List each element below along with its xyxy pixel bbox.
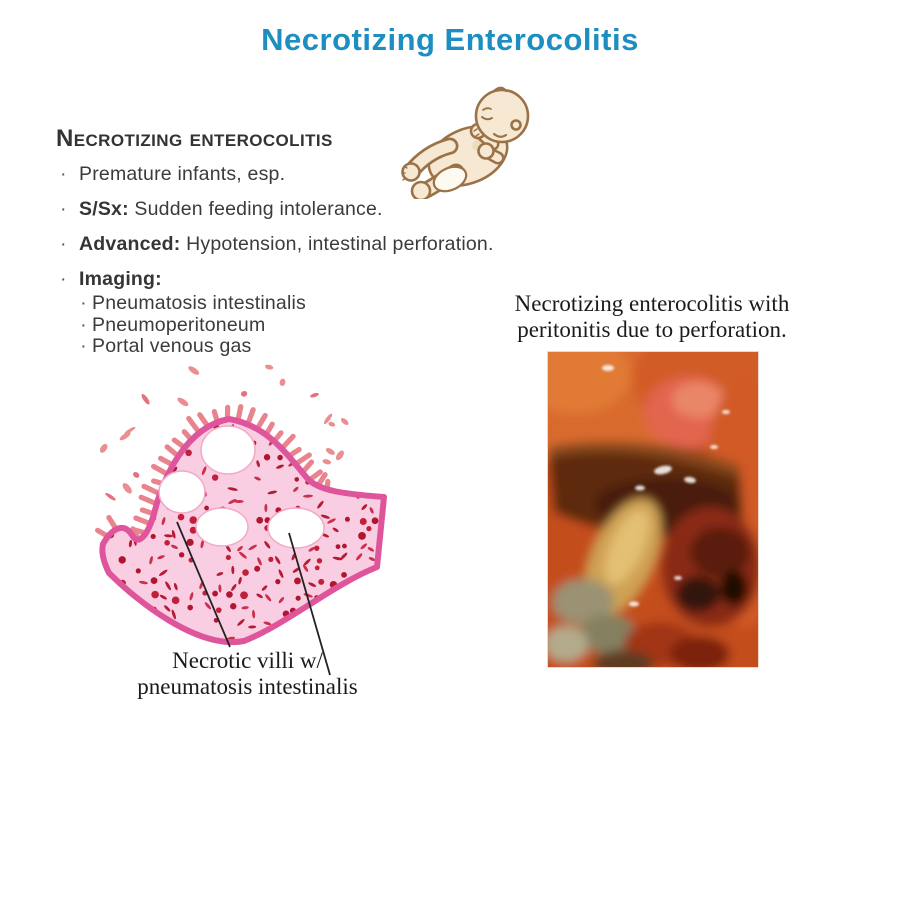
bullet-marker: · <box>80 292 87 314</box>
bullet-marker: · <box>60 198 67 220</box>
pathology-photo <box>548 352 758 667</box>
sublist-item-text: Pneumatosis intestinalis <box>92 292 306 314</box>
diagram-caption <box>105 648 390 700</box>
sublist-item-text: Portal venous gas <box>92 335 252 357</box>
bullet-marker: · <box>80 335 87 357</box>
bullet-text: Advanced: Hypotension, intestinal perforation. <box>79 233 494 255</box>
bullet-marker: · <box>80 313 87 336</box>
topic-heading: Necrotizing enterocolitis <box>56 125 333 152</box>
bullet-text: Imaging: <box>79 268 162 290</box>
photo-caption <box>482 291 822 343</box>
bullet-marker: · <box>60 233 67 255</box>
bullet-item <box>56 198 536 221</box>
bullet-marker: · <box>60 163 67 185</box>
bullet-text: S/Sx: Sudden feeding intolerance. <box>79 198 383 220</box>
sublist-item <box>75 293 536 315</box>
intestine-diagram <box>85 355 400 695</box>
photo-caption-line2: peritonitis due to perforation. <box>517 317 787 342</box>
diagram-caption-line2: pneumatosis intestinalis <box>137 674 358 699</box>
bullet-item <box>56 233 536 256</box>
photo-caption-line1: Necrotizing enterocolitis with <box>514 291 790 316</box>
page-title: Necrotizing Enterocolitis <box>261 22 639 57</box>
notes-panel <box>56 124 536 358</box>
bullet-item <box>56 268 536 291</box>
sublist-item-text: Pneumoperitoneum <box>92 313 266 336</box>
bullet-text: Premature infants, esp. <box>79 163 286 185</box>
imaging-sublist <box>75 293 536 358</box>
bullet-item <box>56 163 536 186</box>
diagram-caption-line1: Necrotic villi w/ <box>172 648 323 673</box>
bullet-marker: · <box>60 268 67 290</box>
sublist-item <box>75 315 536 337</box>
